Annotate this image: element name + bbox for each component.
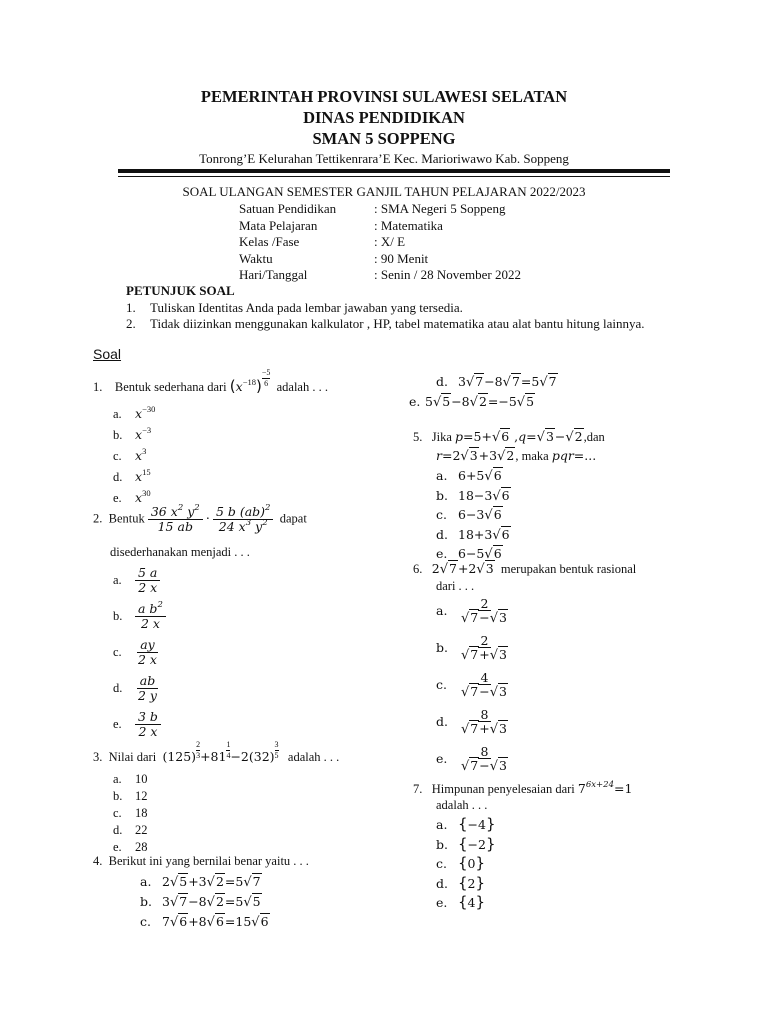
instruction-item: 2. Tidak diizinkan menggunakan kalkulator , HP, tabel matematika atau alat bantu hitung lainnya. [126,316,645,331]
header-agency: DINAS PENDIDIKAN [303,108,465,127]
question-2: 2. Bentuk $\frac{36 x^2 y^2}{15 ab}$ · $\frac{5 b (ab)^2}{24 x^3 y^2}$ dapat [93,503,307,535]
question-2-continuation: disederhanakan menjadi . . . [110,545,250,559]
option[interactable]: d. $\frac{ab}{2 y}$ [113,673,157,703]
option[interactable]: a. 10 [113,772,148,786]
option[interactable]: d. $\frac{8}{√7+√3}$ [436,707,507,738]
question-4-option-d[interactable]: d. 3√7−8√7=5√7 [436,374,557,390]
question-1: 1. Bentuk sederhana dari $(x^{-18})$ $\frac{-5}{6}$ adalah . . . [93,368,328,395]
option[interactable]: c. {0} [436,854,486,872]
option[interactable]: a. $\frac{5 a}{2 x}$ [113,562,166,598]
question-3-options [113,771,148,856]
question-3: 3. Nilai dari (125) $\frac{2}{3}$ +81 $\frac{1}{4}$ −2(32) $\frac{3}{5}$ adalah . . . [93,740,340,764]
option[interactable]: a. $\frac{2}{√7-√3}$ [436,596,507,627]
question-7-options [436,815,496,913]
option[interactable]: b. $x^{-3}$ [113,425,152,442]
header-rule-thin [118,176,670,177]
option[interactable]: e. $\frac{3 b}{2 x}$ [113,706,166,742]
exam-info [239,201,521,284]
instructions-title: PETUNJUK SOAL [126,283,235,298]
option[interactable]: b. 3√7−8√2=5√5 [140,894,261,910]
option[interactable]: c. $x^3$ [113,446,147,463]
option[interactable]: a. 6+5√6 [436,468,502,484]
option[interactable]: e. 28 [113,840,148,854]
header-province: PEMERINTAH PROVINSI SULAWESI SELATAN [200,87,568,106]
header-school: SMAN 5 SOPPENG [312,129,456,148]
question-7-line2: adalah . . . [436,798,488,812]
option[interactable]: b. 18−3√6 [436,487,510,504]
option[interactable]: e. $x^{30}$ [113,488,151,505]
option[interactable]: b. 12 [113,789,148,803]
option[interactable]: a. {−4} [436,815,496,833]
option[interactable]: c. $\frac{ay}{2 x}$ [113,637,157,667]
option[interactable]: d. 18+3√6 [436,526,510,543]
question-4: 4. Berikut ini yang bernilai benar yaitu . . . [93,854,309,868]
info-row: Satuan Pendidikan : SMA Negeri 5 Soppeng [239,201,506,216]
option[interactable]: b. $\frac{a b^2}{2 x}$ [113,598,166,634]
question-4-options-left [140,872,270,932]
info-row: Hari/Tanggal : Senin / 28 November 2022 [239,267,521,282]
info-row: Waktu : 90 Menit [239,250,429,266]
question-4-option-e[interactable]: e. 5√5−8√2=−5√5 [409,394,535,410]
info-row: Mata Pelajaran : Matematika [239,217,443,233]
question-5: 5. Jika p=5+√6 ,q=√3−√2,dan [413,429,605,445]
instructions-list [126,300,672,332]
question-6-options [436,593,511,778]
question-5-line2: r=2√3+3√2, maka pqr=... [436,448,597,464]
option[interactable]: e. $\frac{8}{√7-√3}$ [436,744,507,775]
option[interactable]: a. 2√5+3√2=5√7 [140,874,261,890]
option[interactable]: e. 6−5√6 [436,546,502,562]
header-rule-thick [118,169,670,173]
option[interactable]: d. {2} [436,873,486,892]
option[interactable]: c. 7√6+8√6=15√6 [140,914,269,930]
option[interactable]: c. $\frac{4}{√7-√3}$ [436,670,507,701]
option[interactable]: a. $x^{-30}$ [113,404,156,421]
option[interactable]: c. 6−3√6 [436,507,502,523]
exam-title: SOAL ULANGAN SEMESTER GANJIL TAHUN PELAJARAN 2022/2023 [182,184,586,199]
question-6: 6. 2√7+2√3 merupakan bentuk rasional [413,561,637,577]
soal-heading: Soal [93,346,122,362]
question-2-options [113,562,166,742]
question-6-line2: dari . . . [436,579,475,593]
question-5-options [436,467,511,565]
info-row: Kelas /Fase : X/ E [239,234,406,249]
option[interactable]: b. {−2} [436,834,496,853]
option[interactable]: e. {4} [436,893,486,911]
option[interactable]: b. $\frac{2}{√7+√3}$ [436,633,507,664]
option[interactable]: d. 22 [113,823,148,837]
question-1-options [113,404,155,509]
header-address: Tonrong’E Kelurahan Tettikenrara’E Kec. Marioriwawo Kab. Soppeng [199,151,569,166]
question-7: 7. Himpunan penyelesaian dari $7^{6x+24}=1$ [413,780,633,796]
option[interactable]: d. $x^{15}$ [113,467,151,484]
option[interactable]: c. 18 [113,806,148,820]
instruction-item: 1. Tuliskan Identitas Anda pada lembar jawaban yang tersedia. [126,300,463,315]
